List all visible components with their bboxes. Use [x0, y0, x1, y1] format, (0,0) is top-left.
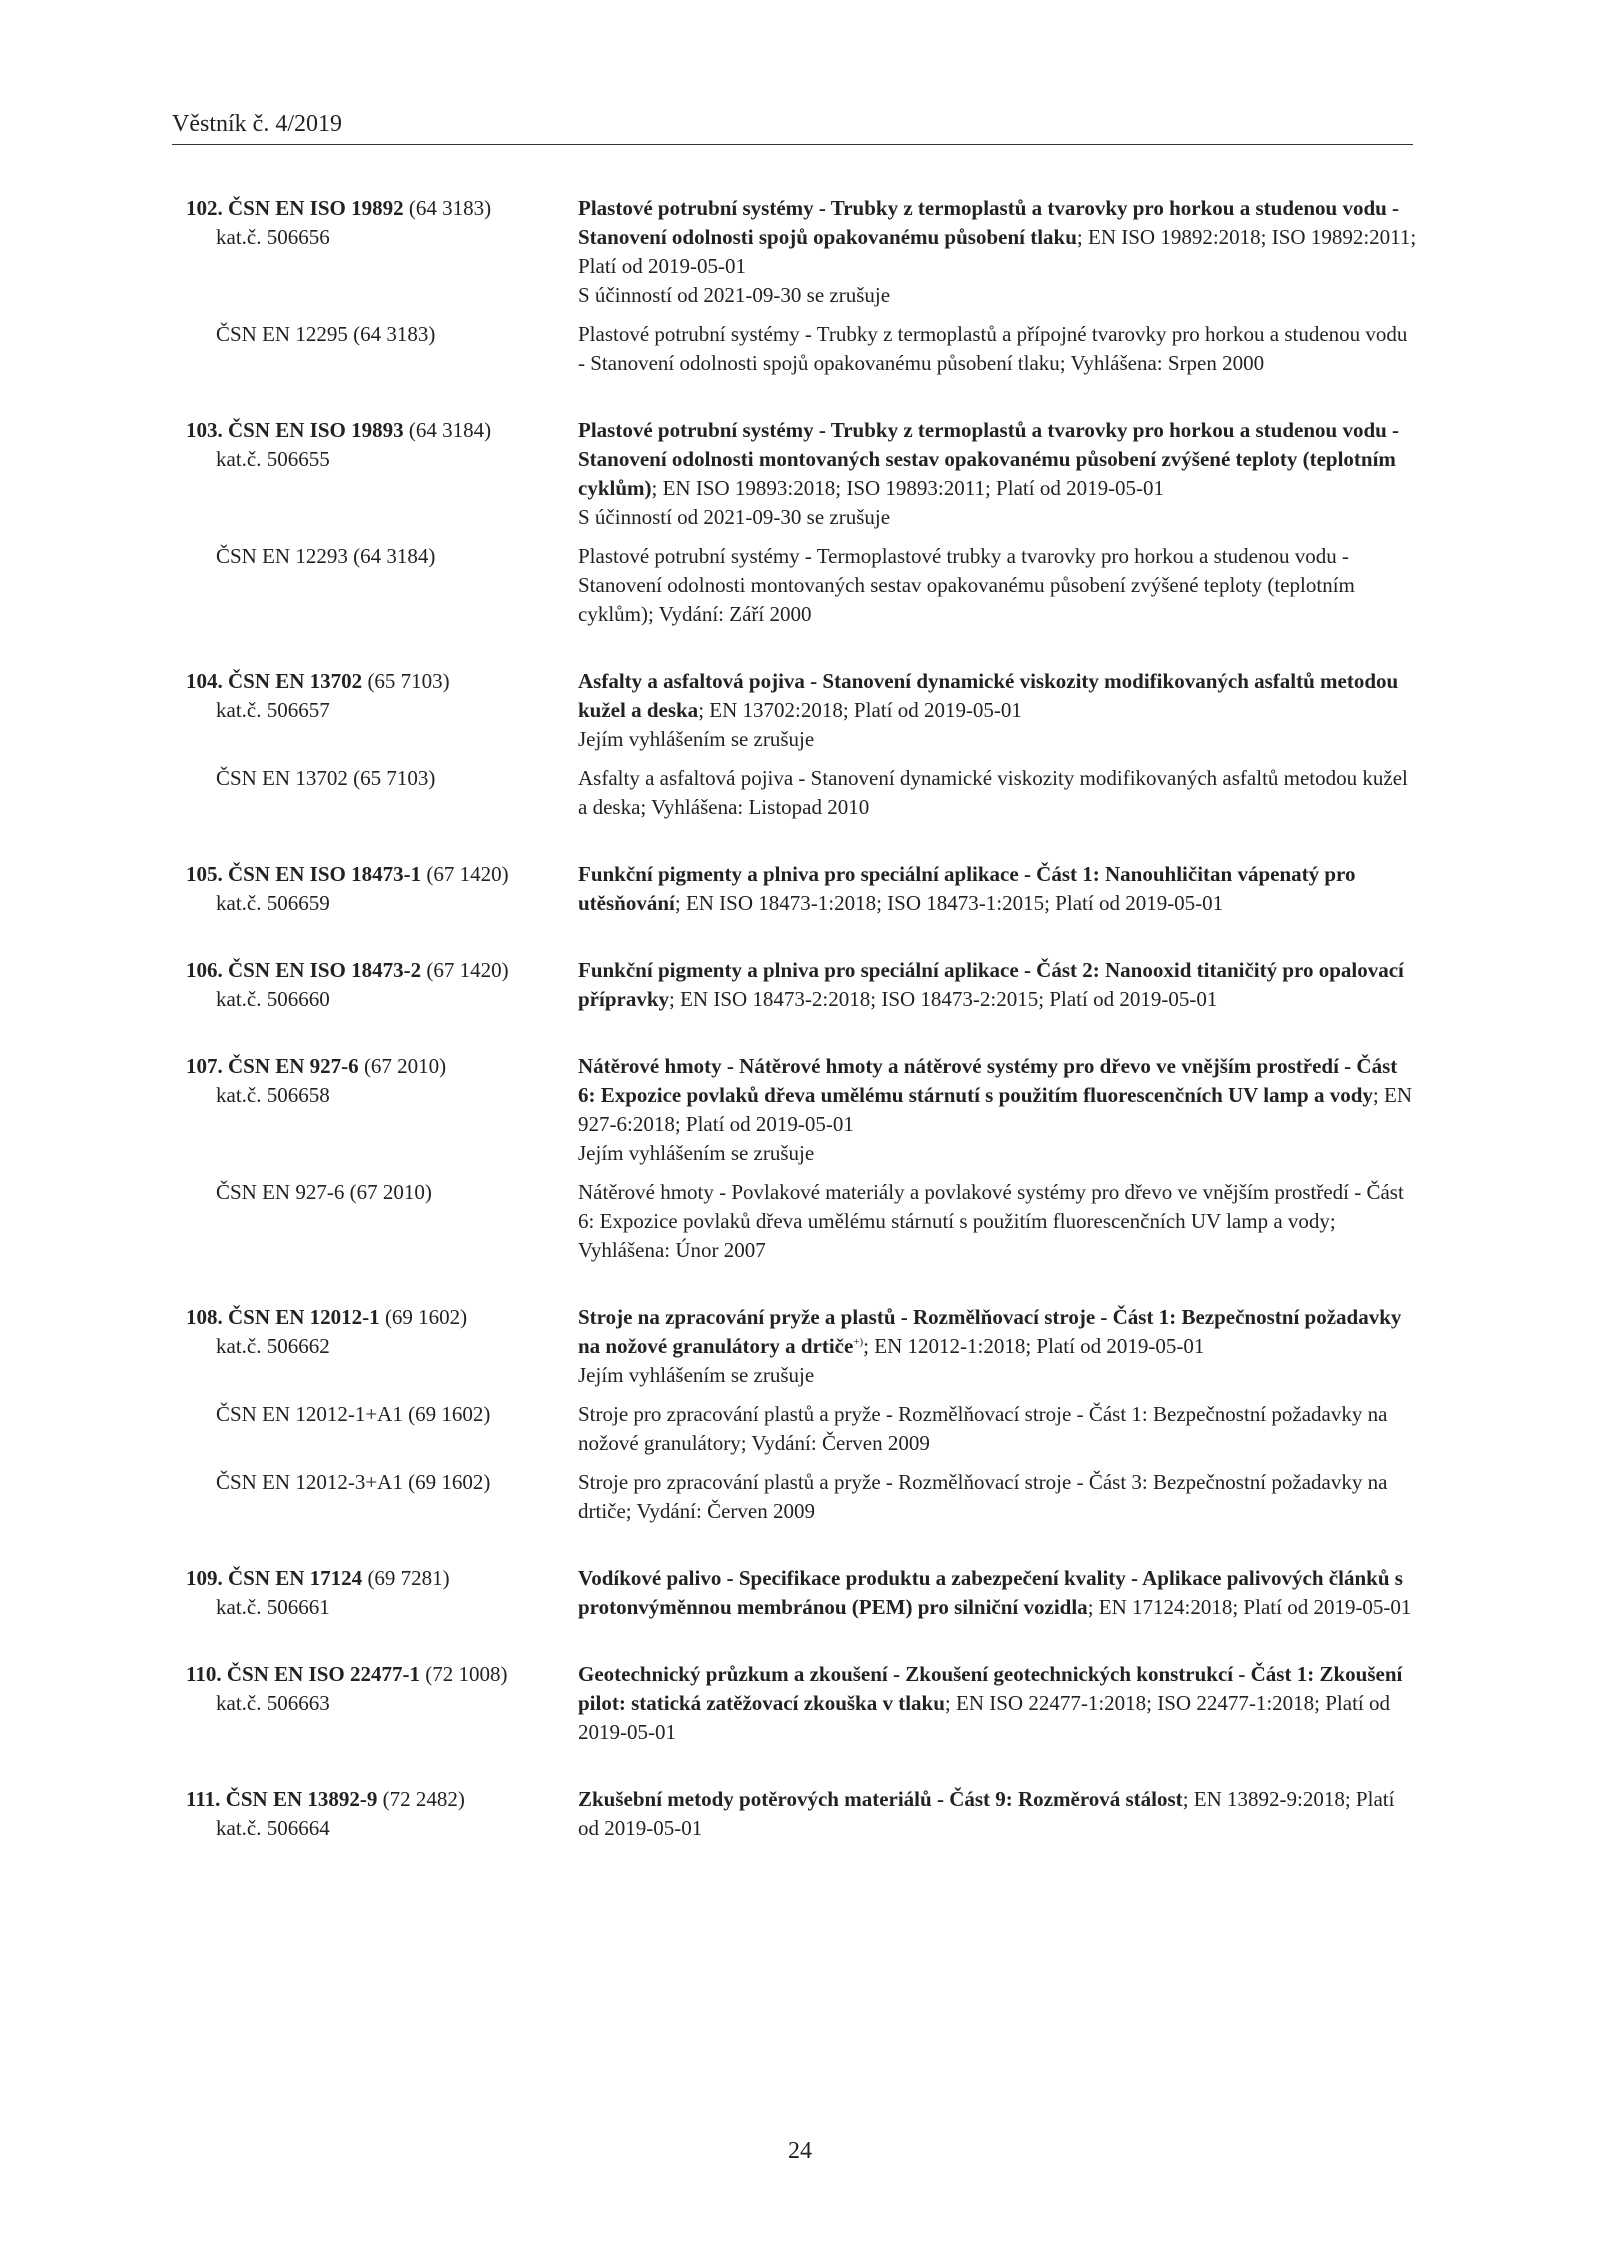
standard-title: Funkční pigmenty a plniva pro speciální aplikace - Část 1: Nanouhličitan vápenatý pro utěsňování: [578, 862, 1356, 915]
page-number: 24: [788, 2138, 812, 2164]
standard-entry: [186, 194, 1418, 378]
entry-number: 107.: [186, 1054, 223, 1078]
classification-code: (72 1008): [425, 1662, 508, 1686]
replaced-standard-text: Stroje pro zpracování plastů a pryže - Rozmělňovací stroje - Část 1: Bezpečnostní požadavky na nožové granulátory; Vydání: Červen 2009: [578, 1402, 1388, 1455]
entry-main-row: [186, 1660, 1418, 1747]
replaced-standard-row: [186, 1178, 1418, 1265]
catalog-number: kat.č. 506655: [216, 447, 330, 471]
standard-code: ČSN EN 13702: [228, 669, 363, 693]
entry-number: 103.: [186, 418, 223, 442]
classification-code: (64 3184): [408, 418, 492, 442]
catalog-number: kat.č. 506657: [216, 698, 330, 722]
standard-entry: [186, 860, 1418, 918]
entry-main-row: [186, 1052, 1418, 1168]
standard-details: ; EN 13702:2018; Platí od 2019-05-01: [698, 698, 1022, 722]
replaced-code-text: ČSN EN 927-6 (67 2010): [216, 1180, 432, 1204]
replaced-standard-code: [186, 1468, 578, 1526]
entry-main-row: [186, 1303, 1418, 1390]
replaced-code-text: ČSN EN 13702 (65 7103): [216, 766, 436, 790]
catalog-number: kat.č. 506664: [216, 1816, 330, 1840]
replaced-code-text: ČSN EN 12012-3+A1 (69 1602): [216, 1470, 491, 1494]
replaced-standard-text: Plastové potrubní systémy - Termoplastové trubky a tvarovky pro horkou a studenou vodu - Stanovení odolnosti montovaných sestav opakovanému působení zvýšené teploty (teplotním cyklům); Vydání: Září 2000: [578, 544, 1355, 626]
entry-identifier: [186, 860, 578, 918]
entry-main-row: [186, 667, 1418, 754]
standard-title: Asfalty a asfaltová pojiva - Stanovení dynamické viskozity modifikovaných asfaltů metodou kužel a deska: [578, 669, 1399, 722]
standard-title: Zkušební metody potěrových materiálů - Část 9: Rozměrová stálost: [578, 1787, 1183, 1811]
entry-identifier: [186, 194, 578, 310]
standard-code: ČSN EN ISO 19893: [228, 418, 404, 442]
entry-description: [578, 1303, 1418, 1390]
standard-details: ; EN ISO 18473-1:2018; ISO 18473-1:2015; Platí od 2019-05-01: [674, 891, 1224, 915]
replaced-standard-row: [186, 1400, 1418, 1458]
entry-description: [578, 667, 1418, 754]
title-footnote-mark: +): [853, 1336, 864, 1348]
entry-identifier: [186, 416, 578, 532]
standard-details: ; EN 927-6:2018; Platí od 2019-05-01: [578, 1083, 1412, 1136]
replacement-note: Jejím vyhlášením se zrušuje: [578, 1141, 815, 1165]
entry-description: [578, 1564, 1418, 1622]
standard-title: Funkční pigmenty a plniva pro speciální aplikace - Část 2: Nanooxid titaničitý pro opalovací přípravky: [578, 958, 1404, 1011]
standard-code: ČSN EN 927-6: [228, 1054, 359, 1078]
standard-entry: [186, 1660, 1418, 1747]
classification-code: (69 7281): [367, 1566, 450, 1590]
replaced-standard-row: [186, 1468, 1418, 1526]
standard-code: ČSN EN 12012-1: [228, 1305, 380, 1329]
classification-code: (67 1420): [426, 958, 509, 982]
replacement-note: Jejím vyhlášením se zrušuje: [578, 1363, 815, 1387]
replaced-standard-code: [186, 764, 578, 822]
standard-details: ; EN ISO 22477-1:2018; ISO 22477-1:2018; Platí od 2019-05-01: [578, 1691, 1390, 1744]
replaced-standard-text: Plastové potrubní systémy - Trubky z termoplastů a přípojné tvarovky pro horkou a studenou vodu - Stanovení odolnosti spojů opakovanému působení tlaku; Vyhlášena: Srpen 2000: [578, 322, 1408, 375]
entry-main-row: [186, 860, 1418, 918]
entry-description: [578, 1052, 1418, 1168]
entry-identifier: [186, 1052, 578, 1168]
classification-code: (64 3183): [408, 196, 492, 220]
replacement-note: S účinností od 2021-09-30 se zrušuje: [578, 505, 891, 529]
standard-details: ; EN ISO 19893:2018; ISO 19893:2011; Platí od 2019-05-01: [651, 476, 1165, 500]
standard-entry: [186, 1564, 1418, 1622]
standard-title: Plastové potrubní systémy - Trubky z termoplastů a tvarovky pro horkou a studenou vodu - Stanovení odolnosti montovaných sestav opakovanému působení zvýšené teploty (teplotním cyklům): [578, 418, 1400, 500]
entry-identifier: [186, 1785, 578, 1843]
replaced-standard-row: [186, 542, 1418, 629]
entry-identifier: [186, 1303, 578, 1390]
standard-details: ; EN 17124:2018; Platí od 2019-05-01: [1087, 1595, 1412, 1619]
replaced-standard-text: Asfalty a asfaltová pojiva - Stanovení dynamické viskozity modifikovaných asfaltů metodou kužel a deska; Vyhlášena: Listopad 2010: [578, 766, 1408, 819]
replacement-note: Jejím vyhlášením se zrušuje: [578, 727, 815, 751]
standard-details: ; EN 12012-1:2018; Platí od 2019-05-01: [863, 1334, 1205, 1358]
standard-details: ; EN 13892-9:2018; Platí od 2019-05-01: [578, 1787, 1395, 1840]
standard-title: Geotechnický průzkum a zkoušení - Zkoušení geotechnických konstrukcí - Část 1: Zkoušení pilot: statická zatěžovací zkouška v tlaku: [578, 1662, 1403, 1715]
entry-main-row: [186, 1785, 1418, 1843]
entry-description: [578, 194, 1418, 310]
replaced-code-text: ČSN EN 12295 (64 3183): [216, 322, 436, 346]
standard-entry: [186, 667, 1418, 822]
entry-number: 110.: [186, 1662, 222, 1686]
classification-code: (69 1602): [384, 1305, 468, 1329]
replaced-standard-text: Nátěrové hmoty - Povlakové materiály a povlakové systémy pro dřevo ve vnějším prostředí - Část 6: Expozice povlaků dřeva umělému stárnutí s použitím fluorescenčních UV lamp a vody; Vyhlášena: Únor 2007: [578, 1180, 1404, 1262]
entry-main-row: [186, 956, 1418, 1014]
replaced-standard-row: [186, 320, 1418, 378]
catalog-number: kat.č. 506659: [216, 891, 330, 915]
standard-code: ČSN EN ISO 18473-2: [228, 958, 422, 982]
entry-number: 109.: [186, 1566, 223, 1590]
entry-number: 106.: [186, 958, 223, 982]
classification-code: (67 2010): [363, 1054, 447, 1078]
standard-code: ČSN EN ISO 18473-1: [228, 862, 422, 886]
replaced-standard-text: Stroje pro zpracování plastů a pryže - Rozmělňovací stroje - Část 3: Bezpečnostní požadavky na drtiče; Vydání: Červen 2009: [578, 1470, 1388, 1523]
standard-title: Stroje na zpracování pryže a plastů - Rozmělňovací stroje - Část 1: Bezpečnostní požadavky na nožové granulátory a drtiče: [578, 1305, 1402, 1358]
replaced-code-text: ČSN EN 12293 (64 3184): [216, 544, 436, 568]
catalog-number: kat.č. 506660: [216, 987, 330, 1011]
entry-number: 104.: [186, 669, 223, 693]
catalog-number: kat.č. 506663: [216, 1691, 330, 1715]
entry-description: [578, 956, 1418, 1014]
entry-main-row: [186, 1564, 1418, 1622]
replacement-note: S účinností od 2021-09-30 se zrušuje: [578, 283, 891, 307]
classification-code: (67 1420): [426, 862, 509, 886]
entry-number: 105.: [186, 862, 223, 886]
entry-identifier: [186, 1564, 578, 1622]
standard-code: ČSN EN ISO 22477-1: [226, 1662, 420, 1686]
standard-entry: [186, 416, 1418, 629]
standard-code: ČSN EN 17124: [228, 1566, 363, 1590]
standard-entry: [186, 1303, 1418, 1526]
standard-details: ; EN ISO 18473-2:2018; ISO 18473-2:2015; Platí od 2019-05-01: [669, 987, 1218, 1011]
standard-details: ; EN ISO 19892:2018; ISO 19892:2011; Platí od 2019-05-01: [578, 225, 1417, 278]
catalog-number: kat.č. 506658: [216, 1083, 330, 1107]
entry-main-row: [186, 194, 1418, 310]
replaced-standard-code: [186, 542, 578, 629]
page-header: Věstník č. 4/2019: [172, 108, 1413, 145]
catalog-number: kat.č. 506656: [216, 225, 330, 249]
entry-description: [578, 1660, 1418, 1747]
standard-entry: [186, 956, 1418, 1014]
replaced-standard-row: [186, 764, 1418, 822]
replaced-standard-code: [186, 1400, 578, 1458]
entry-number: 108.: [186, 1305, 223, 1329]
standards-list: [186, 194, 1418, 1881]
entry-description: [578, 860, 1418, 918]
catalog-number: kat.č. 506662: [216, 1334, 330, 1358]
classification-code: (65 7103): [367, 669, 450, 693]
entry-description: [578, 416, 1418, 532]
standard-code: ČSN EN 13892-9: [225, 1787, 378, 1811]
entry-number: 102.: [186, 196, 223, 220]
standard-title: Vodíkové palivo - Specifikace produktu a zabezpečení kvality - Aplikace palivových článků s protonvýměnnou membránou (PEM) pro silniční vozidla: [578, 1566, 1403, 1619]
replaced-standard-code: [186, 1178, 578, 1265]
replaced-code-text: ČSN EN 12012-1+A1 (69 1602): [216, 1402, 491, 1426]
standard-entry: [186, 1785, 1418, 1843]
entry-identifier: [186, 956, 578, 1014]
entry-description: [578, 1785, 1418, 1843]
entry-main-row: [186, 416, 1418, 532]
catalog-number: kat.č. 506661: [216, 1595, 330, 1619]
replaced-standard-code: [186, 320, 578, 378]
entry-identifier: [186, 667, 578, 754]
classification-code: (72 2482): [382, 1787, 465, 1811]
entry-number: 111.: [186, 1787, 221, 1811]
standard-title: Plastové potrubní systémy - Trubky z termoplastů a tvarovky pro horkou a studenou vodu - Stanovení odolnosti spojů opakovanému působení tlaku: [578, 196, 1400, 249]
standard-entry: [186, 1052, 1418, 1265]
entry-identifier: [186, 1660, 578, 1747]
standard-title: Nátěrové hmoty - Nátěrové hmoty a nátěrové systémy pro dřevo ve vnějším prostředí - Část 6: Expozice povlaků dřeva umělému stárnutí s použitím fluorescenčních UV lamp a vody: [578, 1054, 1398, 1107]
standard-code: ČSN EN ISO 19892: [228, 196, 404, 220]
